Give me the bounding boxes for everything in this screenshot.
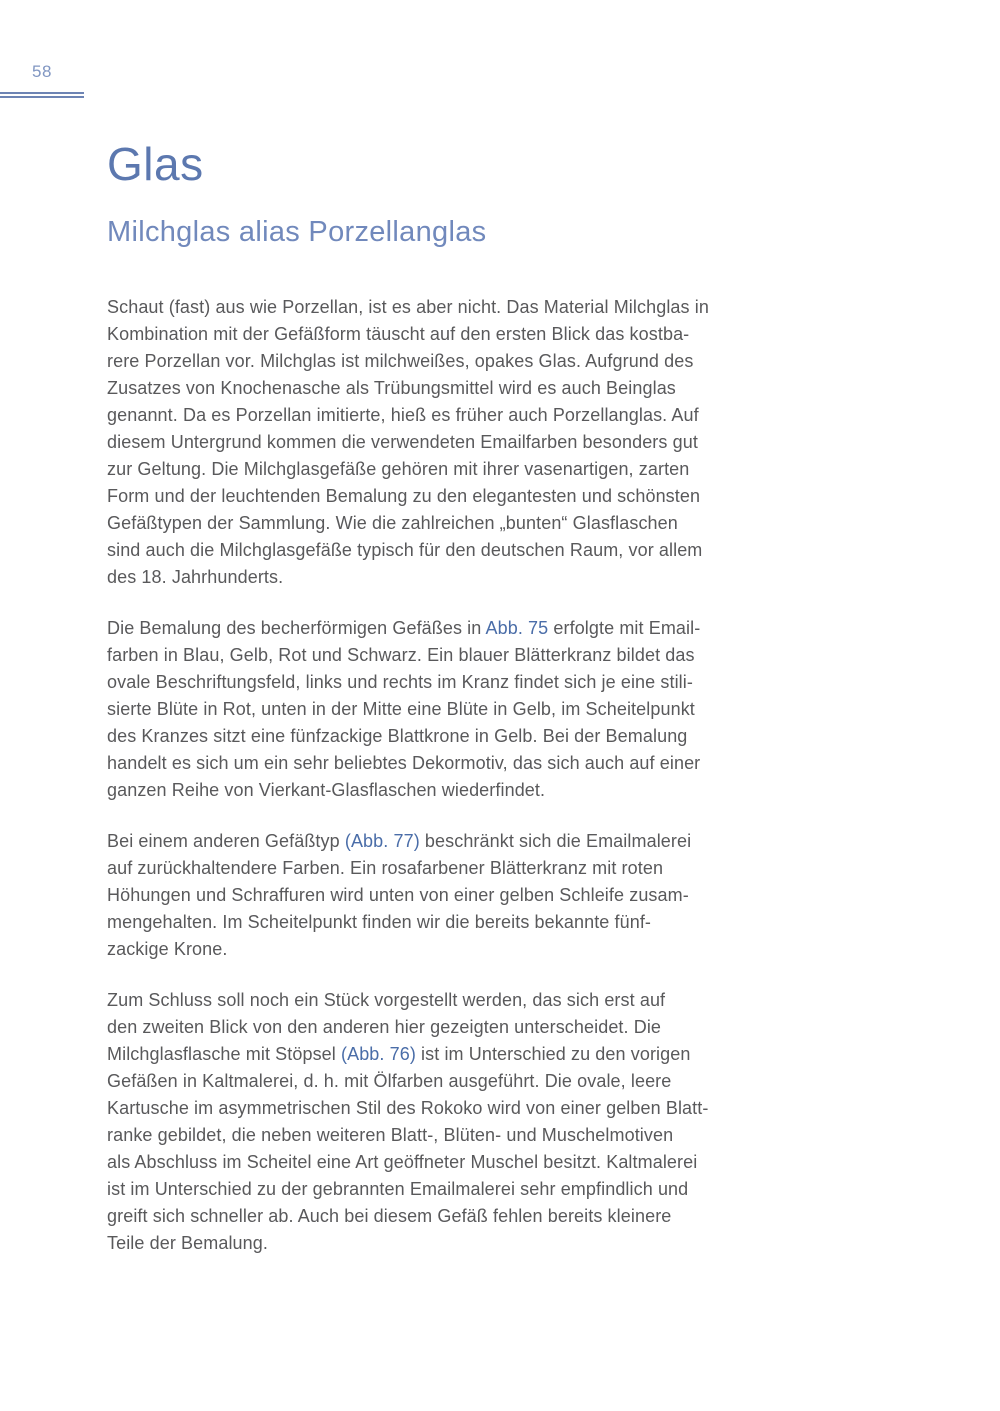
- text-line: [107, 1176, 827, 1203]
- text-segment: zur Geltung. Die Milchglasgefäße gehören mit ihrer vasenartigen, zarten: [107, 458, 690, 479]
- figure-reference: Abb. 75: [485, 617, 549, 638]
- text-segment: erfolgte mit Email-: [548, 617, 701, 638]
- text-segment: rere Porzellan vor. Milchglas ist milchweißes, opakes Glas. Aufgrund des: [107, 350, 694, 371]
- section-subtitle: Milchglas alias Porzellanglas: [107, 215, 487, 248]
- text-segment: diesem Untergrund kommen die verwendeten Emailfarben besonders gut: [107, 431, 698, 452]
- text-line: [107, 1068, 827, 1095]
- text-segment: als Abschluss im Scheitel eine Art geöffneter Muschel besitzt. Kaltmalerei: [107, 1151, 698, 1172]
- text-line: [107, 348, 827, 375]
- text-segment: farben in Blau, Gelb, Rot und Schwarz. Ein blauer Blätterkranz bildet das: [107, 644, 695, 665]
- text-line: [107, 828, 827, 855]
- text-line: [107, 1149, 827, 1176]
- text-segment: beschränkt sich die Emailmalerei: [419, 830, 692, 851]
- text-segment: ganzen Reihe von Vierkant-Glasflaschen wiederfindet.: [107, 779, 546, 800]
- text-line: [107, 615, 827, 642]
- text-line: [107, 564, 827, 591]
- text-segment: ovale Beschriftungsfeld, links und rechts im Kranz findet sich je eine stili-: [107, 671, 693, 692]
- text-segment: sierte Blüte in Rot, unten in der Mitte eine Blüte in Gelb, im Scheitelpunkt: [107, 698, 695, 719]
- text-segment: Teile der Bemalung.: [107, 1232, 268, 1253]
- text-line: [107, 294, 827, 321]
- text-segment: genannt. Da es Porzellan imitierte, hieß es früher auch Porzellanglas. Auf: [107, 404, 699, 425]
- text-line: [107, 429, 827, 456]
- text-line: [107, 882, 827, 909]
- text-segment: ist im Unterschied zu der gebrannten Emailmalerei sehr empfindlich und: [107, 1178, 689, 1199]
- text-segment: des 18. Jahrhunderts.: [107, 566, 284, 587]
- text-line: [107, 537, 827, 564]
- page-content: [107, 138, 827, 1257]
- text-line: [107, 642, 827, 669]
- text-segment: Form und der leuchtenden Bemalung zu den elegantesten und schönsten: [107, 485, 701, 506]
- text-line: [107, 987, 827, 1014]
- paragraph: [107, 987, 827, 1257]
- text-segment: Schaut (fast) aus wie Porzellan, ist es aber nicht. Das Material Milchglas in: [107, 296, 709, 317]
- text-line: [107, 456, 827, 483]
- text-line: [107, 669, 827, 696]
- text-segment: Gefäßen in Kaltmalerei, d. h. mit Ölfarben ausgeführt. Die ovale, leere: [107, 1070, 672, 1091]
- text-line: [107, 1203, 827, 1230]
- text-segment: auf zurückhaltendere Farben. Ein rosafarbener Blätterkranz mit roten: [107, 857, 664, 878]
- text-segment: Zusatzes von Knochenasche als Trübungsmittel wird es auch Beinglas: [107, 377, 676, 398]
- text-line: [107, 1230, 827, 1257]
- figure-reference: (Abb. 76): [341, 1043, 416, 1064]
- chapter-title: Glas: [107, 138, 204, 190]
- page-number-rule: [0, 92, 84, 98]
- text-segment: handelt es sich um ein sehr beliebtes Dekormotiv, das sich auch auf einer: [107, 752, 701, 773]
- text-line: [107, 1014, 827, 1041]
- text-line: [107, 402, 827, 429]
- text-segment: Milchglasflasche mit Stöpsel: [107, 1043, 341, 1064]
- text-segment: Höhungen und Schraffuren wird unten von einer gelben Schleife zusam-: [107, 884, 689, 905]
- text-line: [107, 483, 827, 510]
- text-line: [107, 696, 827, 723]
- text-line: [107, 723, 827, 750]
- figure-reference: (Abb. 77): [344, 830, 420, 851]
- text-line: [107, 375, 827, 402]
- text-segment: des Kranzes sitzt eine fünfzackige Blattkrone in Gelb. Bei der Bemalung: [107, 725, 688, 746]
- text-segment: Kartusche im asymmetrischen Stil des Rokoko wird von einer gelben Blatt-: [107, 1097, 709, 1118]
- text-segment: mengehalten. Im Scheitelpunkt finden wir die bereits bekannte fünf-: [107, 911, 652, 932]
- text-line: [107, 1095, 827, 1122]
- text-segment: ist im Unterschied zu den vorigen: [415, 1043, 691, 1064]
- text-line: [107, 1041, 827, 1068]
- text-segment: Gefäßtypen der Sammlung. Wie die zahlreichen „bunten“ Glasflaschen: [107, 512, 678, 533]
- paragraph: [107, 294, 827, 591]
- paragraph: [107, 615, 827, 804]
- text-segment: Zum Schluss soll noch ein Stück vorgestellt werden, das sich erst auf: [107, 989, 666, 1010]
- text-segment: ranke gebildet, die neben weiteren Blatt-, Blüten- und Muschelmotiven: [107, 1124, 674, 1145]
- text-segment: sind auch die Milchglasgefäße typisch für den deutschen Raum, vor allem: [107, 539, 703, 560]
- text-line: [107, 909, 827, 936]
- text-segment: Kombination mit der Gefäßform täuscht auf den ersten Blick das kostba-: [107, 323, 690, 344]
- text-line: [107, 777, 827, 804]
- text-segment: Bei einem anderen Gefäßtyp: [107, 830, 345, 851]
- text-line: [107, 321, 827, 348]
- paragraph: [107, 828, 827, 963]
- text-segment: zackige Krone.: [107, 938, 228, 959]
- body-text: [107, 294, 827, 1257]
- text-line: [107, 510, 827, 537]
- text-line: [107, 1122, 827, 1149]
- text-segment: Die Bemalung des becherförmigen Gefäßes in: [107, 617, 486, 638]
- text-segment: den zweiten Blick von den anderen hier gezeigten unterscheidet. Die: [107, 1016, 662, 1037]
- text-line: [107, 855, 827, 882]
- text-line: [107, 936, 827, 963]
- text-segment: greift sich schneller ab. Auch bei diesem Gefäß fehlen bereits kleinere: [107, 1205, 672, 1226]
- text-line: [107, 750, 827, 777]
- page-number: 58: [32, 62, 52, 81]
